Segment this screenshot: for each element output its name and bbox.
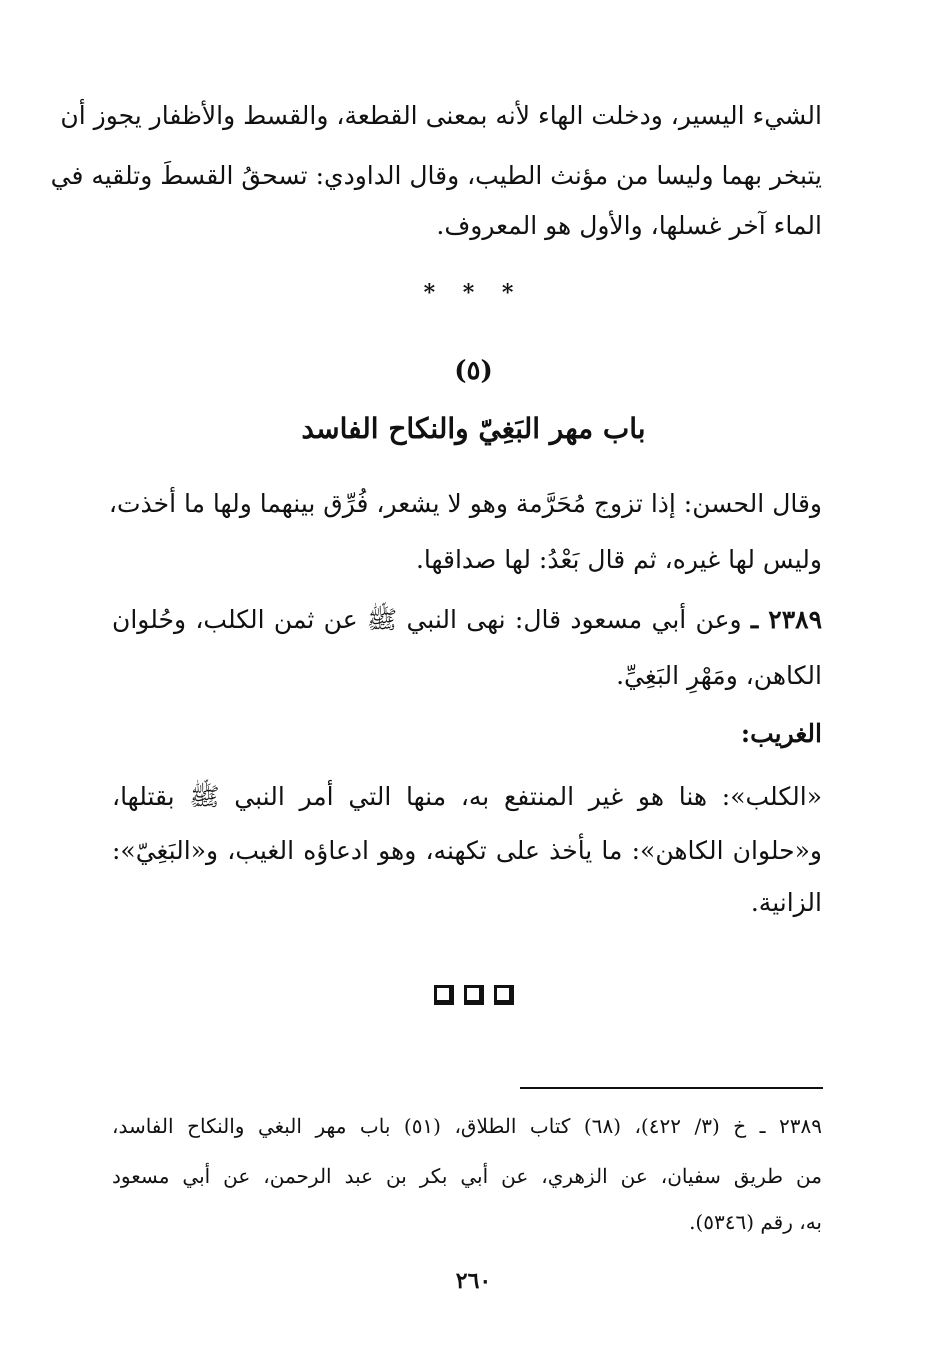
square-ornament-icon [464,985,484,1005]
square-ornament-icon [494,985,514,1005]
gharib-line-2: و«حلوان الكاهن»: ما يأخذ على تكهنه، وهو ادعاؤه الغيب، و«البَغِيّ»: [112,836,822,865]
intro-line-2: يتبخر بهما وليسا من مؤنث الطيب، وقال الداودي: تسحقُ القسطَ وتلقيه في [50,161,822,190]
square-ornament-icon [434,985,454,1005]
hadith-number: ٢٣٨٩ ـ [750,605,823,634]
hadith-text-1: وعن أبي مسعود قال: نهى النبي ﷺ عن ثمن الكلب، وحُلوان [112,605,742,634]
footnote-line-3: به، رقم (٥٣٤٦). [689,1210,822,1234]
footnote-line-2: من طريق سفيان، عن الزهري، عن أبي بكر بن عبد الرحمن، عن أبي مسعود [112,1164,822,1188]
page-number: ٢٦٠ [455,1268,492,1294]
hasan-quote-line-1: وقال الحسن: إذا تزوج مُحَرَّمة وهو لا يشعر، فُرِّق بينهما ولها ما أخذت، [108,489,822,518]
intro-line-3: الماء آخر غسلها، والأول هو المعروف. [436,211,822,240]
hadith-line-1 [112,600,822,640]
footnote-line-1: ٢٣٨٩ ـ خ (٣/ ٤٢٢)، (٦٨) كتاب الطلاق، (٥١) باب مهر البغي والنكاح الفاسد، [112,1114,822,1138]
chapter-number: (٥) [454,356,493,386]
hadith-line-2: الكاهن، ومَهْرِ البَغِيِّ. [616,661,822,690]
separator-stars: * * * [423,280,524,306]
gharib-heading: الغريب: [740,719,822,748]
chapter-title: باب مهر البَغِيّ والنكاح الفاسد [301,412,646,445]
gharib-line-1: «الكلب»: هنا هو غير المنتفع به، منها التي أمر النبي ﷺ بقتلها، [112,782,822,811]
footnote-divider [520,1087,823,1089]
gharib-line-3: الزانية. [750,888,822,917]
section-end-ornament [0,985,947,1005]
hasan-quote-line-2: وليس لها غيره، ثم قال بَعْدُ: لها صداقها. [415,545,822,574]
intro-line-1: الشيء اليسير، ودخلت الهاء لأنه بمعنى القطعة، والقسط والأظفار يجوز أن [60,101,822,130]
